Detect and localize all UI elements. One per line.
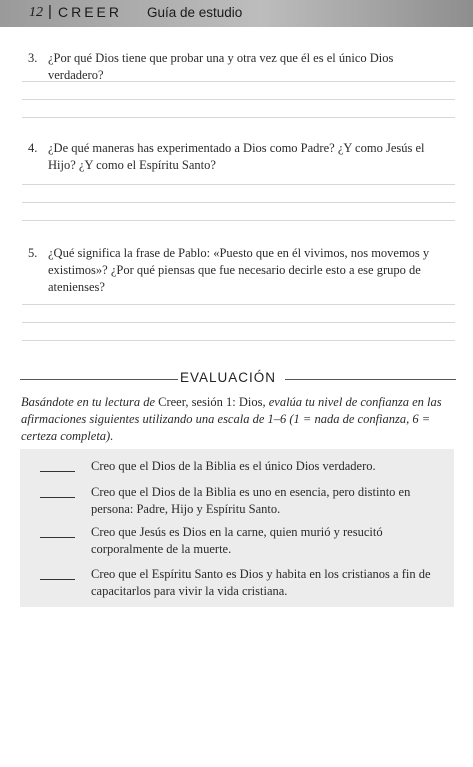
divider-right — [285, 379, 456, 380]
question-number: 5. — [28, 246, 38, 260]
answer-line[interactable] — [22, 184, 455, 185]
question-text: ¿Por qué Dios tiene que probar una y otra vez que él es el único Dios verdadero? — [48, 51, 394, 82]
question-number: 4. — [28, 141, 38, 155]
answer-line[interactable] — [22, 340, 455, 341]
rating-item — [40, 484, 440, 518]
rating-blank[interactable] — [40, 497, 75, 498]
instructions-part-2: , sesión 1: Dios, — [185, 395, 269, 409]
book-subtitle: Guía de estudio — [147, 5, 243, 20]
page-number: 12 — [29, 5, 43, 20]
evaluation-instructions — [21, 394, 451, 445]
instructions-book: Creer — [158, 395, 186, 409]
question-3 — [28, 50, 448, 84]
question-number: 3. — [28, 51, 38, 65]
statement-text: Creo que el Dios de la Biblia es uno en esencia, pero distinto en persona: Padre, Hijo y Espíritu Santo. — [91, 485, 411, 516]
answer-line[interactable] — [22, 117, 455, 118]
question-5 — [28, 245, 448, 296]
divider-left — [20, 379, 178, 380]
rating-item — [40, 524, 440, 558]
question-4 — [28, 140, 448, 174]
answer-line[interactable] — [22, 202, 455, 203]
book-title: CREER — [58, 4, 123, 20]
question-text: ¿Qué significa la frase de Pablo: «Puesto que en él vivimos, nos movemos y existimos»? ¿Por qué piensas que fue necesario decirle esto a ese grupo de atenienses? — [48, 246, 430, 294]
statement-text: Creo que el Dios de la Biblia es el único Dios verdadero. — [91, 459, 376, 473]
answer-line[interactable] — [22, 81, 455, 82]
instructions-part-3: evalúa tu nivel de confianza en las afirmaciones siguientes utilizando una escala de 1–6 (1 = nada de confianza, 6 = certeza completa). — [21, 395, 442, 443]
rating-item — [40, 566, 440, 600]
statement-text: Creo que el Espíritu Santo es Dios y habita en los cristianos a fin de capacitarlos para vivir la vida cristiana. — [91, 567, 431, 598]
answer-line[interactable] — [22, 304, 455, 305]
rating-blank[interactable] — [40, 579, 75, 580]
answer-line[interactable] — [22, 99, 455, 100]
instructions-part-1: Basándote en tu lectura de — [21, 395, 159, 409]
answer-line[interactable] — [22, 220, 455, 221]
page-header — [0, 0, 473, 27]
rating-item — [40, 458, 440, 475]
statement-text: Creo que Jesús es Dios en la carne, quien murió y resucitó corporalmente de la muerte. — [91, 525, 383, 556]
section-title: EVALUACIÓN — [180, 370, 277, 385]
rating-blank[interactable] — [40, 471, 75, 472]
answer-line[interactable] — [22, 322, 455, 323]
header-separator: | — [48, 3, 52, 20]
rating-blank[interactable] — [40, 537, 75, 538]
question-text: ¿De qué maneras has experimentado a Dios como Padre? ¿Y como Jesús el Hijo? ¿Y como el Espíritu Santo? — [48, 141, 425, 172]
